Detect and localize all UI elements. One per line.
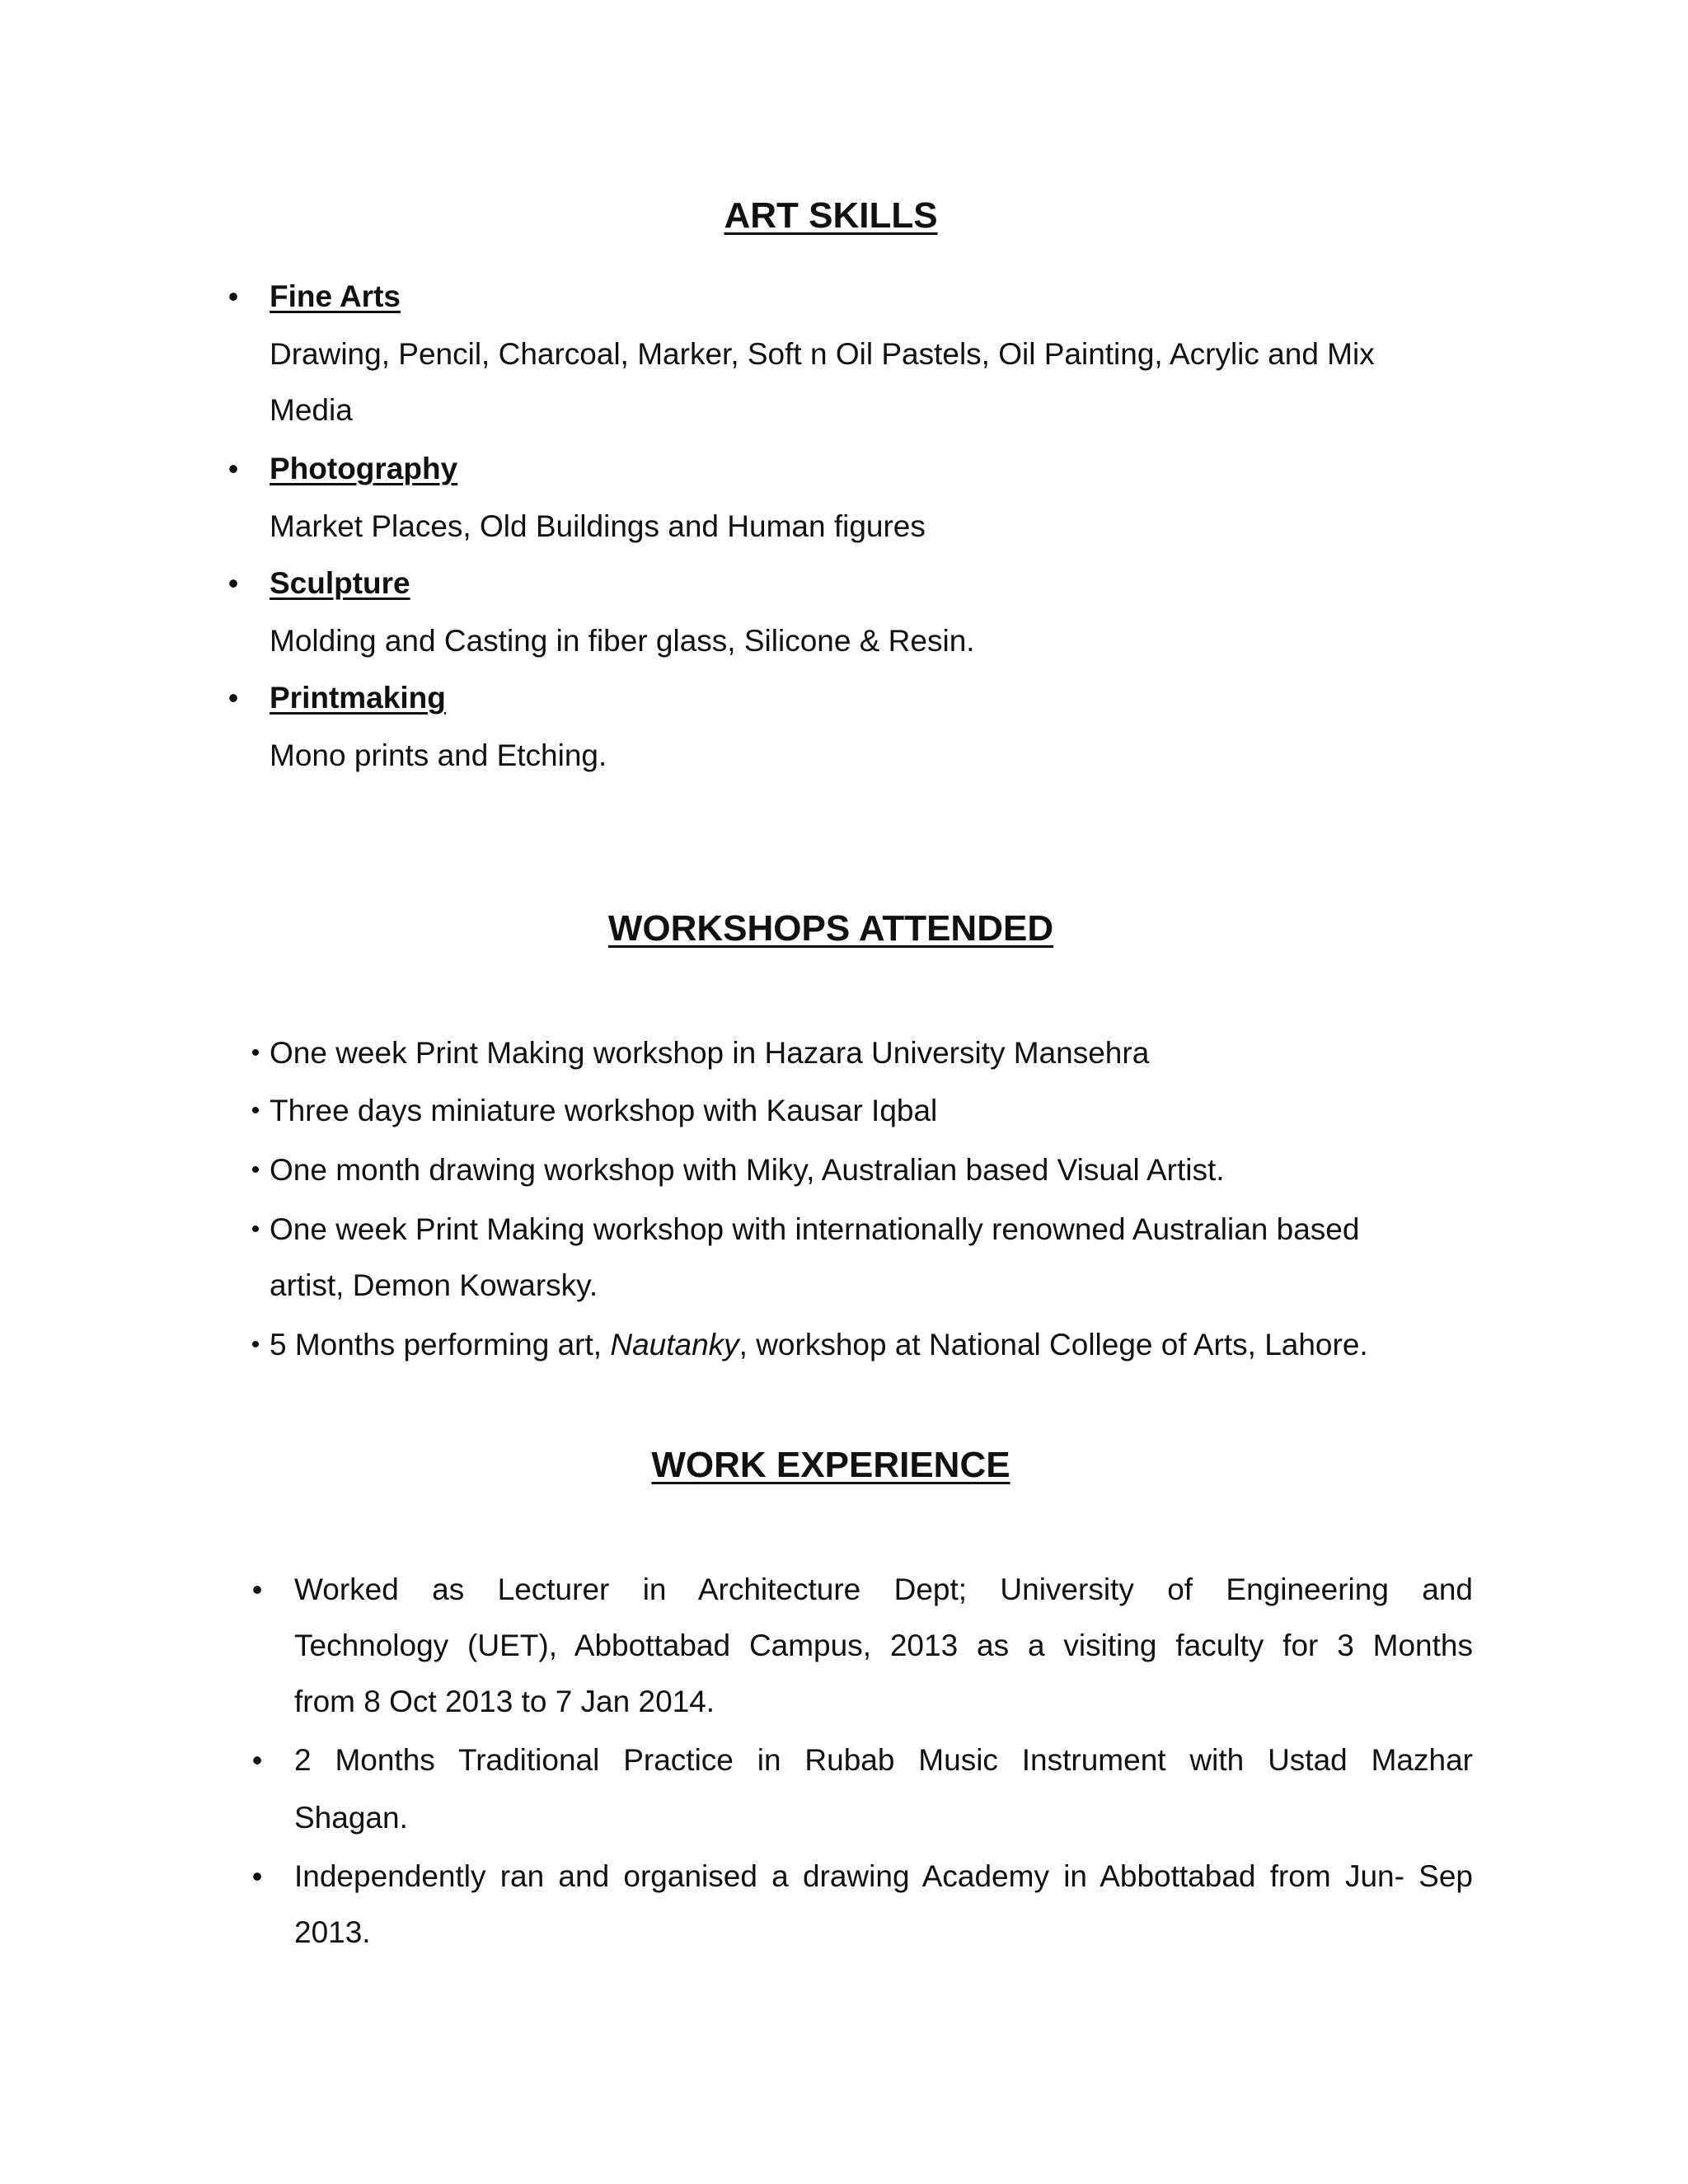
experience-item-line: 2013. bbox=[294, 1915, 371, 1949]
bullet-icon: • bbox=[251, 1859, 263, 1893]
skill-description-line: Media bbox=[270, 393, 353, 427]
experience-item-line: from 8 Oct 2013 to 7 Jan 2014. bbox=[294, 1685, 715, 1718]
bullet-icon: • bbox=[251, 1331, 260, 1358]
bullet-icon: • bbox=[227, 681, 239, 715]
workshops-heading: WORKSHOPS ATTENDED bbox=[607, 908, 1054, 949]
experience-item-line: Shagan. bbox=[294, 1801, 408, 1835]
experience-item-line: Worked as Lecturer in Architecture Dept; University of Engineering and bbox=[294, 1572, 1473, 1606]
workshop-text-after: , workshop at National College of Arts, Lahore. bbox=[738, 1328, 1368, 1361]
bullet-icon: • bbox=[251, 1097, 260, 1124]
experience-item-line: Independently ran and organised a drawing Academy in Abbottabad from Jun- Sep bbox=[294, 1859, 1473, 1893]
workshop-item-continuation: artist, Demon Kowarsky. bbox=[270, 1268, 598, 1302]
workshop-item: Three days miniature workshop with Kausar Iqbal bbox=[270, 1094, 938, 1127]
art-skills-heading: ART SKILLS bbox=[724, 195, 938, 236]
skill-title: Sculpture bbox=[270, 566, 410, 600]
skill-description-line: Drawing, Pencil, Charcoal, Marker, Soft n Oil Pastels, Oil Painting, Acrylic and Mix bbox=[270, 337, 1375, 371]
workshop-item: One week Print Making workshop in Hazara University Mansehra bbox=[270, 1036, 1150, 1070]
workshop-item bbox=[270, 1317, 1481, 1373]
workshop-item: One week Print Making workshop with internationally renowned Australian based bbox=[270, 1212, 1360, 1246]
skill-description-line: Market Places, Old Buildings and Human figures bbox=[270, 509, 926, 543]
bullet-icon: • bbox=[251, 1743, 263, 1777]
experience-item-line: 2 Months Traditional Practice in Rubab Music Instrument with Ustad Mazhar bbox=[294, 1743, 1473, 1777]
work-experience-heading: WORK EXPERIENCE bbox=[651, 1445, 1010, 1485]
skill-description-line: Molding and Casting in fiber glass, Silicone & Resin. bbox=[270, 624, 975, 658]
workshop-text-before: 5 Months performing art, bbox=[270, 1328, 611, 1361]
bullet-icon: • bbox=[251, 1216, 260, 1243]
bullet-icon: • bbox=[227, 452, 239, 485]
skill-title: Fine Arts bbox=[270, 279, 401, 313]
bullet-icon: • bbox=[251, 1039, 260, 1066]
bullet-icon: • bbox=[227, 566, 239, 600]
bullet-icon: • bbox=[227, 279, 239, 313]
skill-title: Photography bbox=[270, 452, 458, 485]
bullet-icon: • bbox=[251, 1572, 263, 1606]
experience-item-line: Technology (UET), Abbottabad Campus, 2013 as a visiting faculty for 3 Months bbox=[294, 1629, 1473, 1662]
workshop-item: One month drawing workshop with Miky, Australian based Visual Artist. bbox=[270, 1153, 1225, 1187]
skill-description-line: Mono prints and Etching. bbox=[270, 738, 607, 772]
workshop-italic-title: Nautanky bbox=[610, 1328, 739, 1361]
skill-title: Printmaking bbox=[270, 681, 446, 715]
bullet-icon: • bbox=[251, 1156, 260, 1183]
